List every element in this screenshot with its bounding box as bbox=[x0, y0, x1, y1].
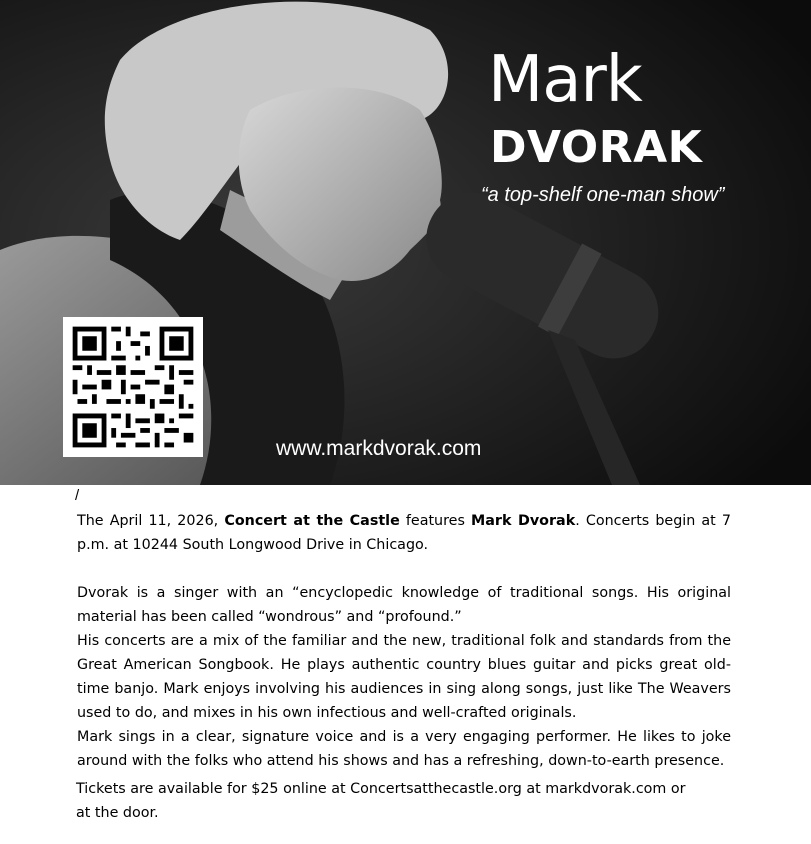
concerts-paragraph: His concerts are a mix of the familiar and the new, traditional folk and standards from the Great American Songbook. He plays authentic country blues guitar and picks great old-time banjo. Mark enjoys involving his audiences in sing along songs, just like The Weavers used to do, and mixes in his own infectious and well-crafted originals. bbox=[77, 633, 731, 721]
artist-first-name: Mark bbox=[488, 43, 642, 117]
qr-code[interactable] bbox=[63, 317, 203, 457]
bio-paragraph: Dvorak is a singer with an “encyclopedic knowledge of traditional songs. His original material has been called “wondrous” and “profound.” bbox=[77, 585, 731, 625]
article-body bbox=[77, 509, 731, 825]
event-intro-paragraph: The April 11, 2026, Concert at the Castle features Mark Dvorak. Concerts begin at 7 p.m. at 10244 South Longwood Drive in Chicago. bbox=[77, 513, 731, 553]
artist-name: Mark Dvorak bbox=[471, 513, 576, 529]
tickets-paragraph: Tickets are available for $25 online at Concertsatthecastle.org at markdvorak.com or at the door. bbox=[76, 781, 686, 821]
tagline: “a top-shelf one-man show” bbox=[481, 184, 725, 206]
artist-last-name: DVORAK bbox=[490, 122, 703, 173]
event-name: Concert at the Castle bbox=[224, 513, 400, 529]
stray-mark: / bbox=[75, 487, 80, 504]
qr-code-icon bbox=[63, 317, 203, 457]
website-link[interactable]: www.markdvorak.com bbox=[276, 437, 482, 460]
performer-paragraph: Mark sings in a clear, signature voice and is a very engaging performer. He likes to joke around with the folks who attend his shows and has a refreshing, down-to-earth presence. bbox=[77, 729, 731, 769]
